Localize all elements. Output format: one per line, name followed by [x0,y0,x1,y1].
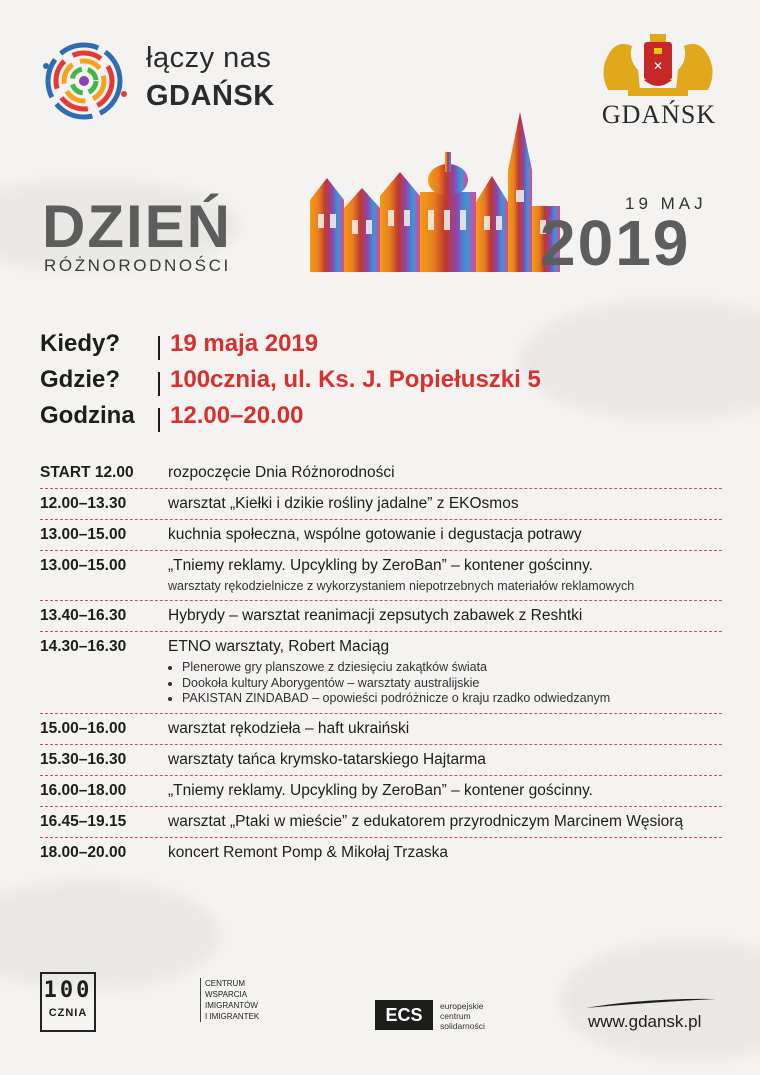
schedule-row [40,745,722,776]
laczy-line1: łączy nas [146,42,272,74]
cwii-line: WSPARCIA [205,990,248,999]
cwii-line: IMIGRANTÓW [205,1001,258,1010]
schedule-time: 13.40–16.30 [40,607,127,624]
info-row-hours [40,402,730,438]
city-skyline-illustration [310,110,560,282]
schedule-time: 15.00–16.00 [40,719,127,737]
title-date-small: 19 MAJ [625,194,707,213]
event-info [40,330,730,438]
schedule-bullet: • Plenerowe gry planszowe z dziesięciu zakątków świata [182,660,722,676]
title-dzien: DZIEŃ [42,193,232,260]
title-roznorodnosci: RÓŻNORODNOŚCI [44,256,231,275]
ecs-line: centrum [440,1011,471,1021]
schedule-time: START 12.00 [40,464,134,481]
schedule-row [40,714,722,745]
schedule-desc: warsztat „Ptaki w mieście” z edukatorem przyrodniczym Marcinem Węsiorą [168,812,684,830]
schedule-row [40,632,722,714]
event-title [40,110,730,290]
crest-lions-icon [588,30,728,100]
schedule-desc: ETNO warsztaty, Robert Maciąg [168,638,390,655]
info-value: 19 maja 2019 [170,330,319,357]
schedule-list [40,458,722,868]
schedule-row [40,520,722,551]
schedule-time: 16.45–19.15 [40,812,127,830]
info-value: 12.00–20.00 [170,402,304,429]
footer-logos [0,960,760,1070]
schedule-time: 12.00–13.30 [40,495,127,512]
schedule-desc: kuchnia społeczna, wspólne gotowanie i degustacja potrawy [168,526,582,543]
schedule-row [40,551,722,601]
schedule-desc: koncert Remont Pomp & Mikołaj Trzaska [168,843,448,861]
schedule-desc: „Tniemy reklamy. Upcykling by ZeroBan” – kontener gościnny. [168,781,593,799]
schedule-subtext: warsztaty rękodzielnicze z wykorzystaniem niepotrzebnych materiałów reklamowych [168,579,635,593]
schedule-desc: warsztaty tańca krymsko-tatarskiego Hajtarma [168,750,486,768]
stocznia-text: CZNIA [48,1007,88,1019]
schedule-desc-block [168,638,722,707]
ecs-logo: ECS [375,1000,433,1030]
schedule-desc: warsztat rękodzieła – haft ukraiński [168,719,410,737]
schedule-desc-block [168,557,722,594]
info-separator [158,372,160,396]
info-row-where [40,366,730,402]
schedule-row [40,776,722,807]
schedule-desc: rozpoczęcie Dnia Różnorodności [168,464,395,481]
info-separator [158,336,160,360]
cwii-logo [200,978,259,1022]
schedule-bullet: • PAKISTAN ZINDABAD – opowieści podróżnicze o kraju rzadko odwiedzanym [182,691,722,707]
info-label: Gdzie? [40,366,121,393]
schedule-time: 14.30–16.30 [40,638,127,655]
schedule-bullet-list [168,660,722,707]
stocznia-logo [40,972,96,1032]
crest-city-name: GDAŃSK [601,100,717,129]
cwii-line: I IMIGRANTEK [205,1012,260,1021]
info-separator [158,408,160,432]
website-link[interactable]: www.gdansk.pl [588,1012,702,1031]
info-value: 100cznia, ul. Ks. J. Popiełuszki 5 [170,366,541,393]
schedule-desc: warsztat „Kiełki i dzikie rośliny jadalne” z EKOsmos [168,495,519,512]
schedule-desc: Hybrydy – warsztat reanimacji zepsutych zabawek z Reshtki [168,607,583,624]
schedule-row [40,458,722,489]
info-label: Kiedy? [40,330,121,357]
svg-text:✕: ✕ [652,59,664,73]
schedule-time: 18.00–20.00 [40,843,127,861]
schedule-time: 13.00–15.00 [40,526,127,543]
schedule-bullet: • Dookoła kultury Aborygentów – warsztaty australijskie [182,676,722,692]
schedule-time: 16.00–18.00 [40,781,127,799]
laczy-line2: GDAŃSK [146,80,275,112]
ecs-text [440,1001,485,1031]
cwii-line: CENTRUM [205,979,245,988]
swoosh-icon [584,996,718,1010]
ecs-line: europejskie [440,1001,484,1011]
info-row-when [40,330,730,366]
stocznia-number: 100 [43,978,93,1003]
schedule-row [40,807,722,838]
schedule-row [40,838,722,868]
title-year: 2019 [540,207,691,279]
ecs-line: solidarności [440,1021,485,1031]
schedule-row [40,601,722,632]
schedule-desc: „Tniemy reklamy. Upcykling by ZeroBan” – kontener gościnny. [168,557,593,574]
schedule-time: 13.00–15.00 [40,557,127,574]
schedule-time: 15.30–16.30 [40,750,127,768]
schedule-row [40,489,722,520]
info-label: Godzina [40,402,135,429]
